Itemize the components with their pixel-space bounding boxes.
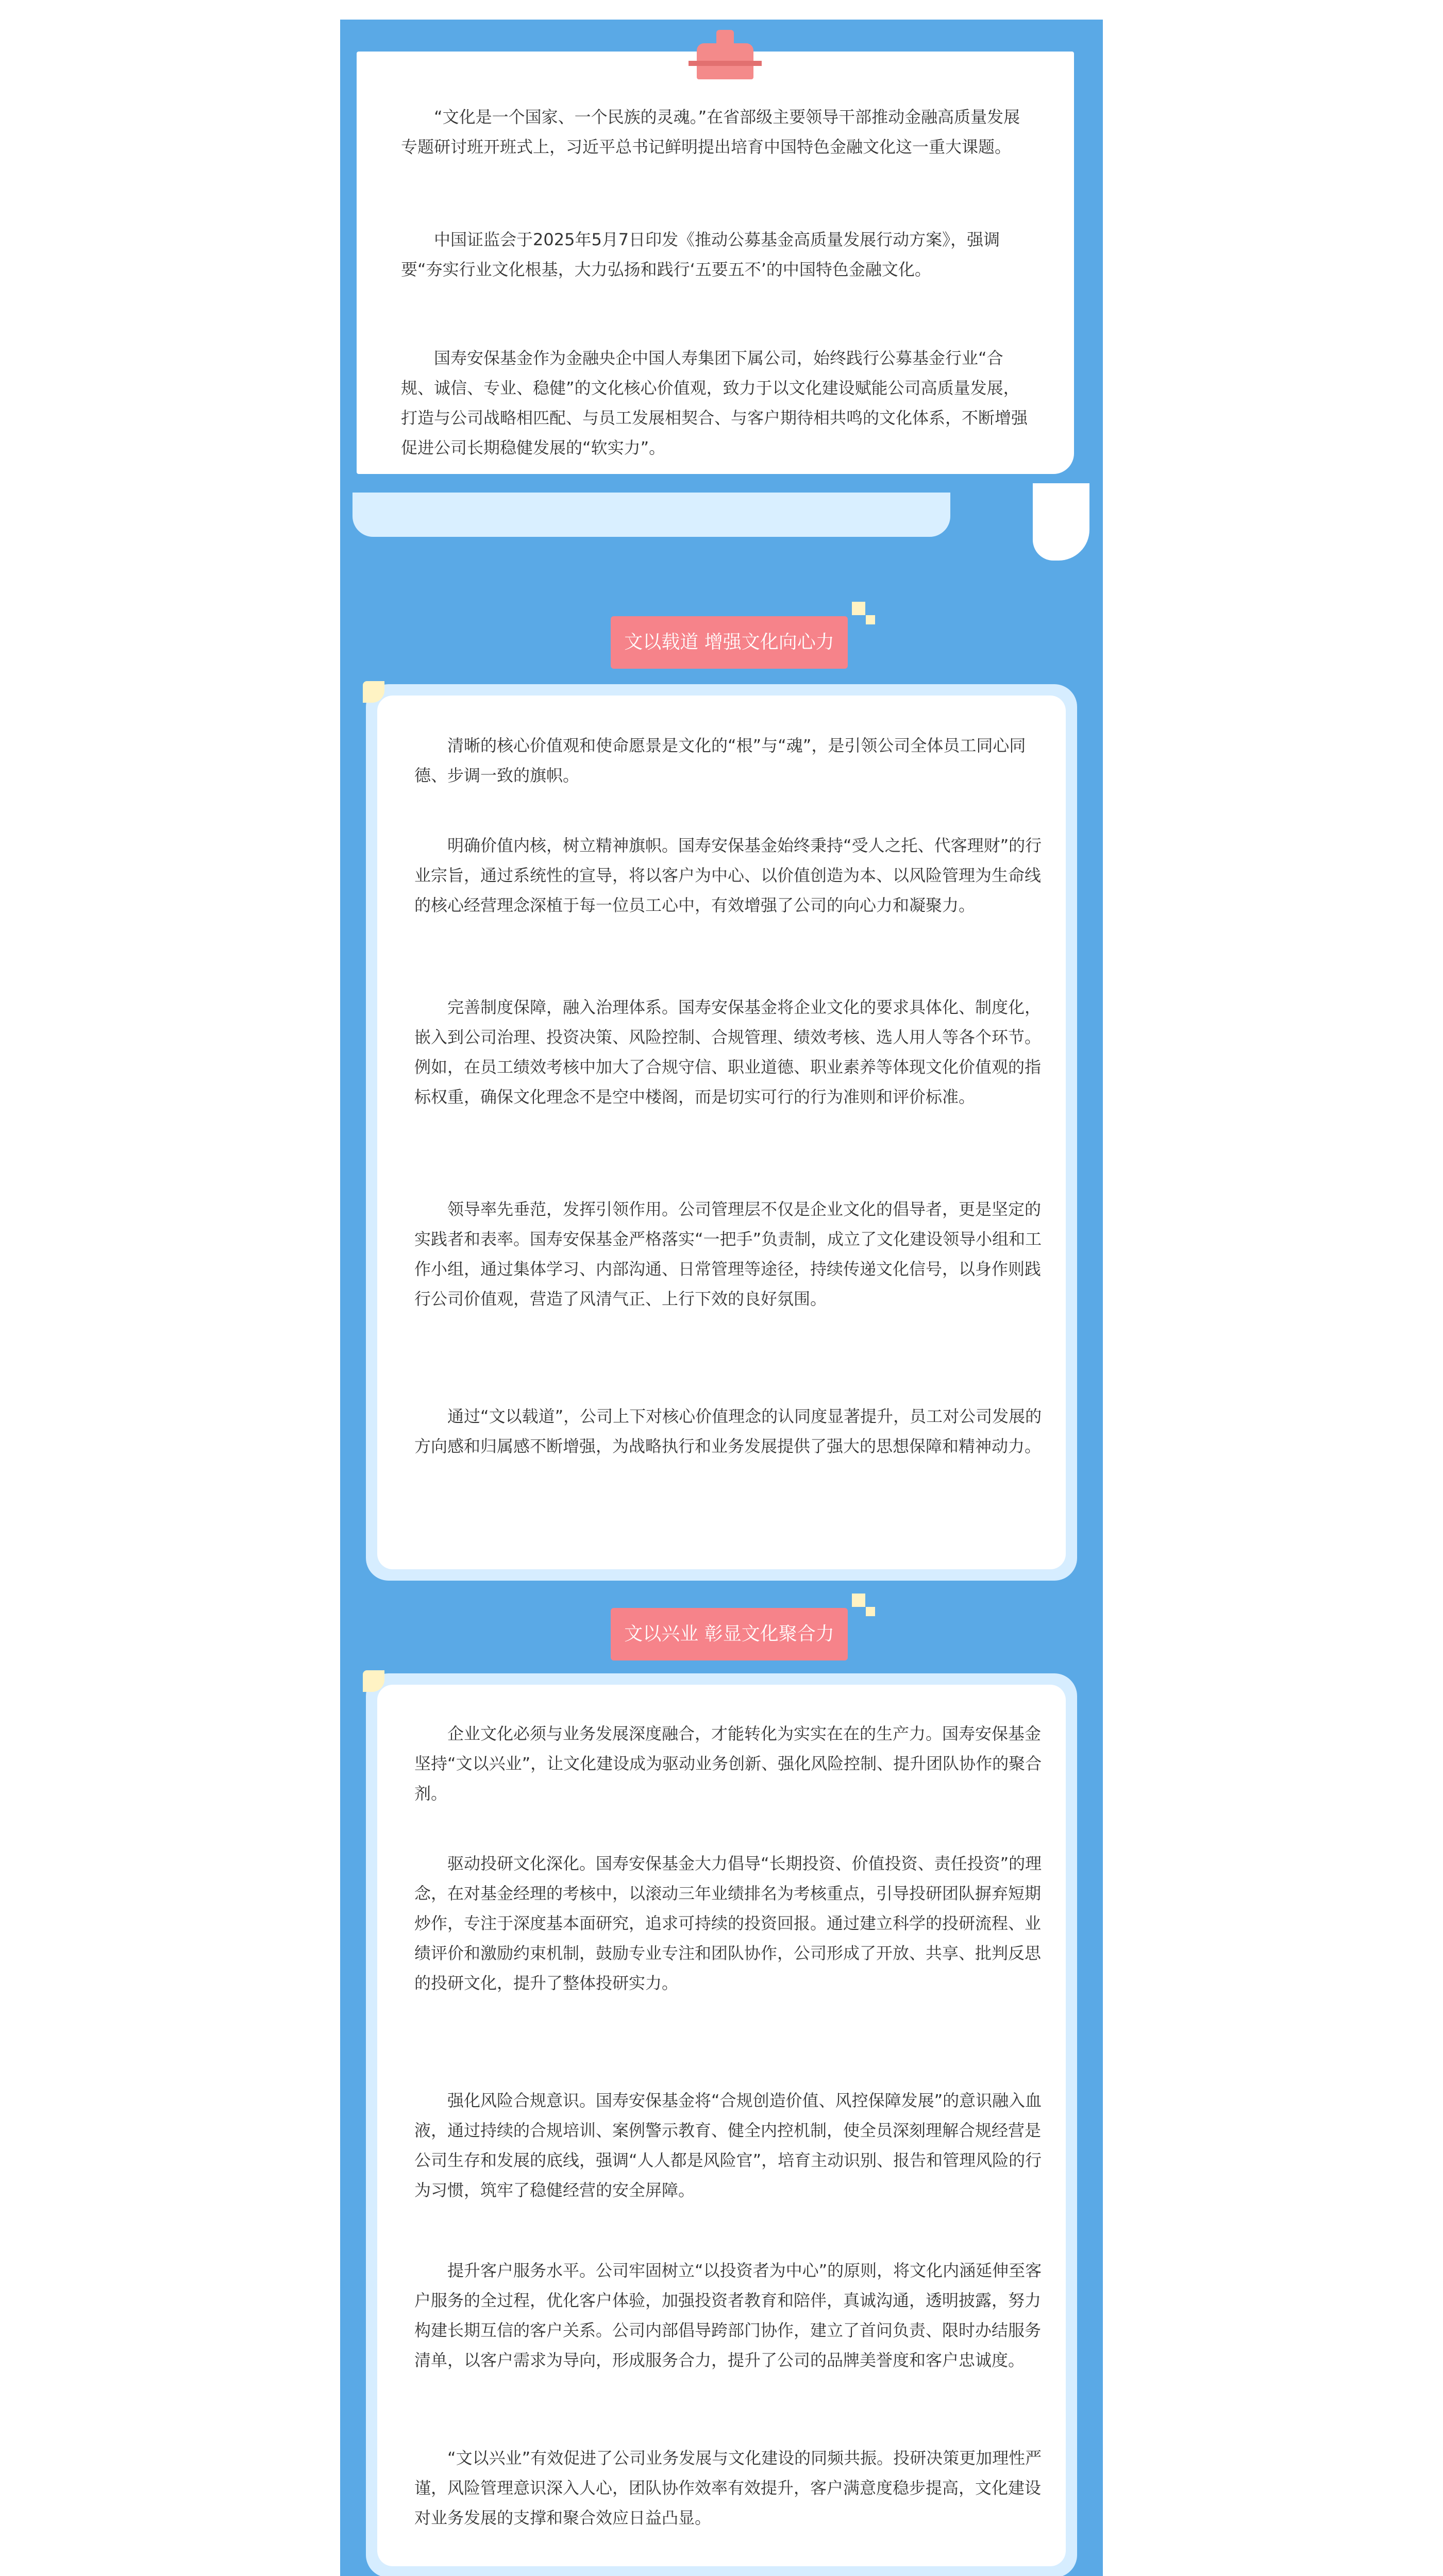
section-1-paragraph-2: 明确价值内核，树立精神旗帜。国寿安保基金始终秉持“受人之托、代客理财”的行业宗旨，通过系统性的宣导，将以客户为中心、以价值创造为本、以风险管理为生命线的核心经营理念深植于每一位员工心中，有效增强了公司的向心力和凝聚力。 [414, 836, 1042, 915]
card-1-corner-deco [363, 681, 384, 703]
section-2-paragraph-3: 强化风险合规意识。国寿安保基金将“合规创造价值、风控保障发展”的意识融入血液，通过持续的合规培训、案例警示教育、健全内控机制，使全员深刻理解合规经营是公司生存和发展的底线，强调“人人都是风险官”，培育主动识别、报告和管理风险的行为习惯，筑牢了稳健经营的安全屏障。 [414, 2091, 1042, 2200]
section-1-paragraph-3: 完善制度保障，融入治理体系。国寿安保基金将企业文化的要求具体化、制度化，嵌入到公司治理、投资决策、风险控制、合规管理、绩效考核、选人用人等各个环节。例如，在员工绩效考核中加大了合规守信、职业道德、职业素养等体现文化价值观的指标权重，确保文化理念不是空中楼阁，而是切实可行的行为准则和评价标准。 [414, 997, 1042, 1107]
section-1-paragraph-4: 领导率先垂范，发挥引领作用。公司管理层不仅是企业文化的倡导者，更是坚定的实践者和表率。国寿安保基金严格落实“一把手”负责制，成立了文化建设领导小组和工作小组，通过集体学习、内部沟通、日常管理等途径，持续传递文化信号，以身作则践行公司价值观，营造了风清气正、上行下效的良好氛围。 [414, 1199, 1042, 1309]
intro-paragraph-3: 国寿安保基金作为金融央企中国人寿集团下属公司，始终践行公募基金行业“合规、诚信、专业、稳健”的文化核心价值观，致力于以文化建设赋能公司高质量发展，打造与公司战略相匹配、与员工发展相契合、与客户期待相共鸣的文化体系，不断增强促进公司长期稳健发展的“软实力”。 [401, 348, 1028, 457]
intro-paper-curl [353, 493, 950, 537]
intro-paragraph-1: “文化是一个国家、一个民族的灵魂。”在省部级主要领导干部推动金融高质量发展专题研讨班开班式上，习近平总书记鲜明提出培育中国特色金融文化这一重大课题。 [401, 107, 1020, 157]
section-card-1 [366, 684, 1077, 1581]
tag-1-deco-square [852, 602, 865, 615]
section-card-2-inner [377, 1685, 1066, 2566]
tag-2-deco-square [852, 1594, 865, 1607]
section-2-paragraph-4: 提升客户服务水平。公司牢固树立“以投资者为中心”的原则，将文化内涵延伸至客户服务的全过程，优化客户体验，加强投资者教育和陪伴，真诚沟通，透明披露，努力构建长期互信的客户关系。公司内部倡导跨部门协作，建立了首问负责、限时办结服务清单，以客户需求为导向，形成服务合力，提升了公司的品牌美誉度和客户忠诚度。 [414, 2261, 1042, 2370]
section-2-paragraph-1: 企业文化必须与业务发展深度融合，才能转化为实实在在的生产力。国寿安保基金坚持“文以兴业”，让文化建设成为驱动业务创新、强化风险控制、提升团队协作的聚合剂。 [414, 1724, 1042, 1803]
section-2-paragraph-5: “文以兴业”有效促进了公司业务发展与文化建设的同频共振。投研决策更加理性严谨，风险管理意识深入人心，团队协作效率有效提升，客户满意度稳步提高，文化建设对业务发展的支撑和聚合效应日益凸显。 [414, 2448, 1042, 2528]
section-2-paragraph-2: 驱动投研文化深化。国寿安保基金大力倡导“长期投资、价值投资、责任投资”的理念，在对基金经理的考核中，以滚动三年业绩排名为考核重点，引导投研团队摒弃短期炒作，专注于深度基本面研究，追求可持续的投资回报。通过建立科学的投研流程、业绩评价和激励约束机制，鼓励专业专注和团队协作，公司形成了开放、共享、批判反思的投研文化，提升了整体投研实力。 [414, 1854, 1042, 1993]
intro-page-fold [1033, 483, 1089, 561]
section-card-2 [366, 1673, 1077, 2576]
intro-card [357, 52, 1074, 474]
card-2-corner-deco [363, 1670, 384, 1692]
paper-clip-bar [689, 61, 762, 66]
tag-1-deco-square-small [866, 615, 875, 624]
content-panel [340, 20, 1103, 2576]
tag-2-deco-square-small [866, 1607, 875, 1616]
section-1-paragraph-5: 通过“文以载道”，公司上下对核心价值理念的认同度显著提升，员工对公司发展的方向感和归属感不断增强，为战略执行和业务发展提供了强大的思想保障和精神动力。 [414, 1406, 1042, 1456]
section-tag-1: 文以载道 增强文化向心力 [611, 616, 848, 669]
section-card-1-inner [377, 696, 1066, 1569]
section-tag-2: 文以兴业 彰显文化聚合力 [611, 1608, 848, 1660]
section-1-paragraph-1: 清晰的核心价值观和使命愿景是文化的“根”与“魂”，是引领公司全体员工同心同德、步调一致的旗帜。 [414, 736, 1026, 785]
intro-paragraph-2: 中国证监会于2025年5月7日印发《推动公募基金高质量发展行动方案》，强调要“夯实行业文化根基，大力弘扬和践行‘五要五不’的中国特色金融文化。 [401, 230, 1000, 279]
